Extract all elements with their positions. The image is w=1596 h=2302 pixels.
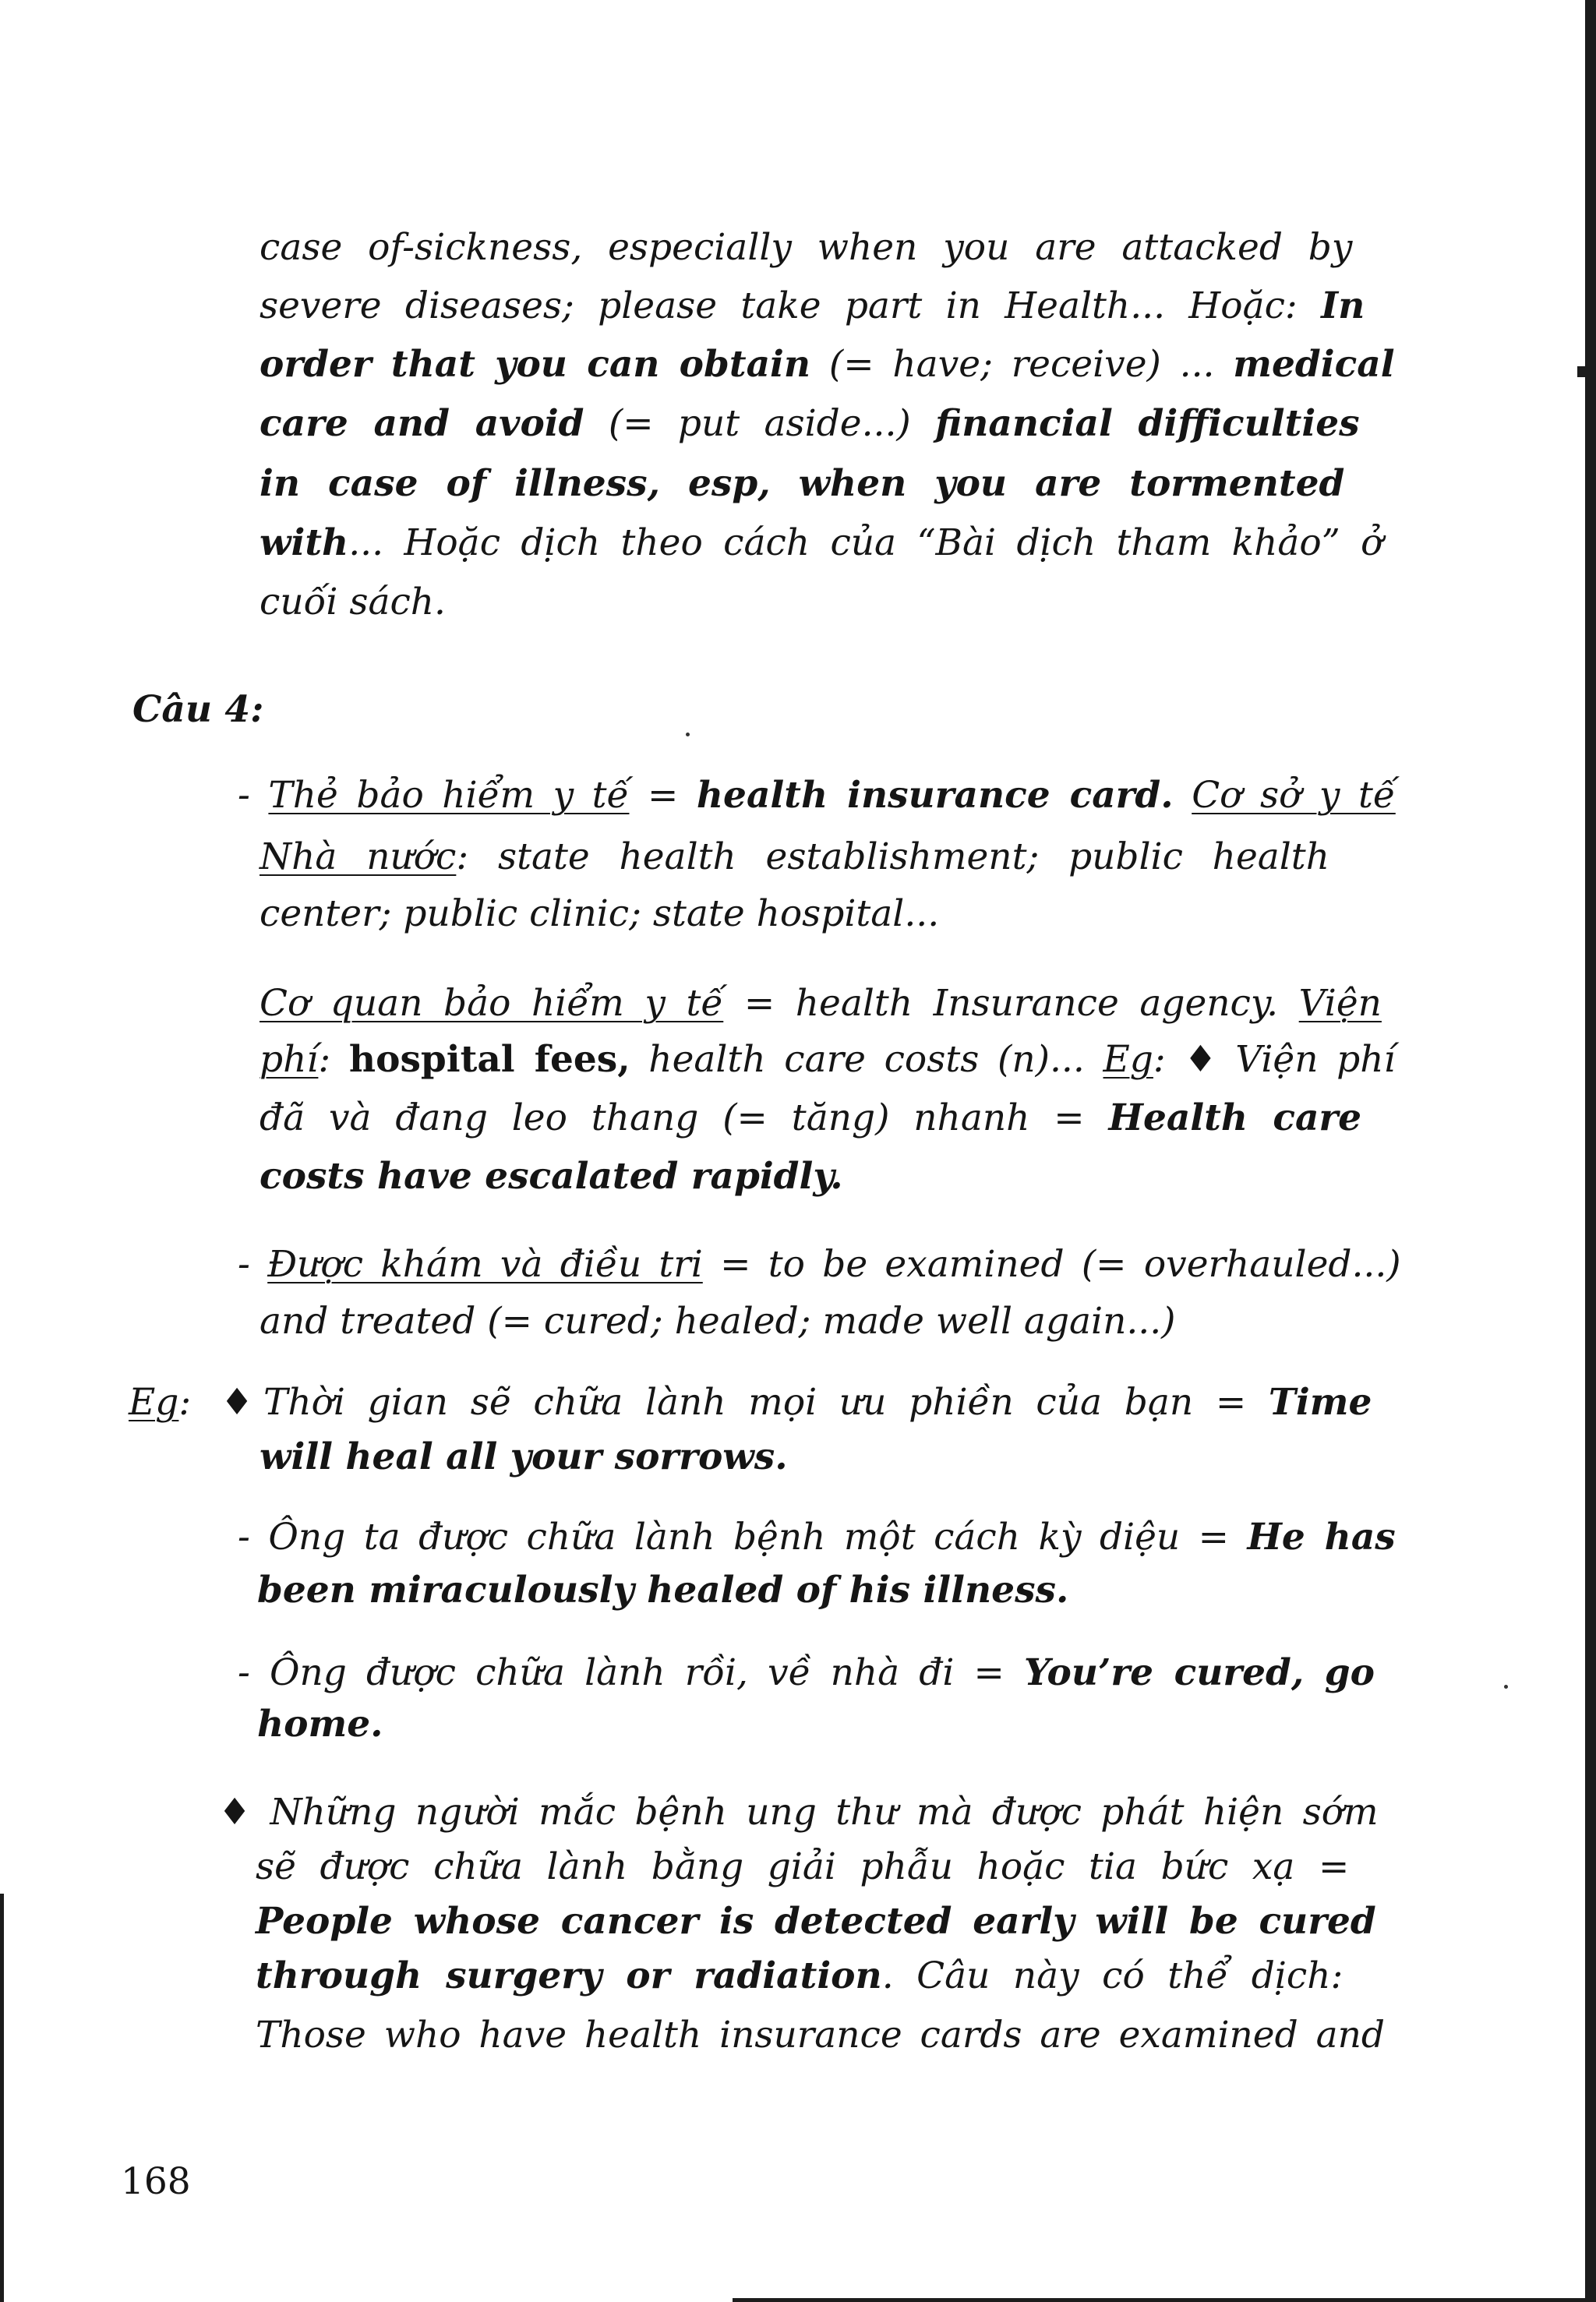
example4-line-1	[218, 1783, 1379, 1841]
example1-line-1-text: Thời gian sẽ chữa lành mọi ưu phiền của bạn =	[263, 1381, 1269, 1424]
para1-line-3-bold-end: medical	[1233, 343, 1395, 386]
example4-line-2-text: sẽ được chữa lành bằng giải phẫu hoặc tia bức xạ =	[256, 1845, 1350, 1888]
para1-line-3	[260, 335, 1395, 394]
para3-line-1-text: = health Insurance agency.	[723, 982, 1299, 1025]
para2-line-1-bold: health insurance card.	[696, 774, 1174, 817]
term-hospital-fees-2: phí	[260, 1038, 319, 1081]
example2-dash: -	[238, 1516, 269, 1559]
para1-line-4-bold-end: financial difficulties	[935, 402, 1360, 445]
example4-line-5-text: Those who have health insurance cards are examined and	[256, 2014, 1385, 2057]
para3-line-3-bold: Health care	[1108, 1096, 1362, 1139]
example4-line-3-text: People whose cancer is detected early will be cured	[256, 1900, 1376, 1943]
scan-edge-left	[0, 1894, 4, 2302]
example3-line-1	[238, 1644, 1375, 1702]
example4-line-4-bold: through surgery or radiation	[256, 1954, 882, 1997]
para3-line-1	[260, 974, 1382, 1033]
example3-line-1-bold: You’re cured, go	[1024, 1651, 1375, 1694]
example2-line-2-text: been miraculously healed of his illness.	[257, 1569, 1069, 1612]
term-examined-treated: Được khám và điều tri	[267, 1243, 703, 1286]
example2-line-1-bold: He has	[1247, 1516, 1396, 1559]
para1-line-7-text: cuối sách.	[260, 581, 446, 623]
example3-line-2-text: home.	[257, 1703, 383, 1746]
para3-line-3-text: đã và đang leo thang (= tăng) nhanh =	[260, 1096, 1109, 1139]
para3-line-4-text: costs have escalated rapidly.	[260, 1155, 843, 1198]
para1-line-5	[260, 454, 1344, 513]
example2-line-1-text: Ông ta được chữa lành bệnh một cách kỳ diệu =	[268, 1516, 1248, 1559]
para1-line-2	[260, 277, 1365, 335]
para2-line-3	[260, 884, 939, 943]
example-label	[129, 1373, 191, 1432]
scan-speck	[1504, 1685, 1508, 1689]
example1-line-2-text: will heal all your sorrows.	[260, 1435, 788, 1478]
para3-line-2-text: health care costs (n)...	[630, 1038, 1103, 1081]
example4-line-3	[256, 1892, 1376, 1951]
para1-line-4-text: (= put aside...)	[584, 402, 936, 445]
para1-line-5-text: in case of illness, esp, when you are tormented	[260, 462, 1345, 505]
para4-line-2-text: and treated (= cured; healed; made well again...)	[260, 1300, 1176, 1343]
example3-line-2	[257, 1695, 383, 1753]
para2-line-1	[238, 766, 1396, 824]
example4-line-4-text: . Câu này có thể dịch:	[881, 1954, 1344, 1997]
term-state: Nhà nước	[260, 835, 457, 878]
example1-line-1	[263, 1373, 1372, 1432]
example4-line-2	[256, 1838, 1349, 1896]
term-health-insurance-agency: Cơ quan bảo hiểm y tế	[260, 982, 724, 1025]
para1-line-3-text: (= have; receive) ...	[810, 343, 1234, 386]
para1-line-2-bold: In	[1321, 284, 1365, 327]
example1-line-2	[260, 1428, 788, 1486]
para3-eg-label: Eg	[1103, 1038, 1153, 1081]
para1-line-6-text: ... Hoặc dịch theo cách của “Bài dịch tham khảo” ở	[348, 521, 1383, 564]
page-number: 168	[121, 2160, 191, 2203]
question-heading: Câu 4:	[132, 688, 264, 731]
example2-line-1	[238, 1508, 1396, 1566]
term-health-insurance-card: Thẻ bảo hiểm y tế	[268, 774, 630, 817]
para1-line-2-text: severe diseases; please take part in Health... Hoặc:	[260, 284, 1322, 327]
para1-line-3-bold: order that you can obtain	[260, 343, 811, 386]
example3-line-1-text: Ông được chữa lành rồi, về nhà đi =	[270, 1651, 1025, 1694]
para3-hospital-fees: hospital fees,	[348, 1038, 630, 1081]
para2-dash: -	[238, 774, 269, 817]
eg-colon: :	[178, 1381, 192, 1424]
para3-line-4	[260, 1147, 843, 1206]
example4-line-4	[256, 1947, 1343, 2005]
para3-line-3	[260, 1089, 1361, 1147]
para1-line-7	[260, 573, 446, 631]
para1-line-1	[260, 218, 1352, 277]
example3-dash: -	[238, 1651, 270, 1694]
para2-equals: =	[629, 774, 697, 817]
example4-line-1-text: Những người mắc bệnh ung thư mà được phát hiện sớm	[270, 1791, 1379, 1834]
para2-line-3-text: center; public clinic; state hospital...	[260, 892, 940, 935]
example1-bullet: ♦	[221, 1381, 254, 1424]
example4-bullet: ♦	[218, 1791, 270, 1834]
para1-line-4	[260, 394, 1360, 453]
para4-dash: -	[238, 1243, 268, 1286]
para2-line-2-text: : state health establishment; public health	[456, 835, 1329, 878]
para2-line-2	[260, 828, 1329, 886]
eg-label: Eg	[129, 1381, 179, 1424]
para3-line-2-end: : ♦ Viện phí	[1153, 1038, 1396, 1081]
para3-line-2	[260, 1030, 1396, 1089]
scan-edge-right	[1585, 0, 1596, 2302]
term-state-health-establishment: Cơ sở y tế	[1192, 774, 1396, 817]
para1-line-1-text: case of-sickness, especially when you are attacked by	[260, 226, 1353, 269]
para2-space	[1174, 774, 1192, 817]
para1-line-4-bold: care and avoid	[260, 402, 584, 445]
para4-line-2	[260, 1292, 1176, 1350]
scan-speck	[686, 733, 690, 736]
term-hospital-fees-1: Viện	[1298, 982, 1382, 1025]
example4-line-5	[256, 2006, 1385, 2064]
para1-line-6-bold: with	[260, 521, 349, 564]
para3-colon: :	[318, 1038, 349, 1081]
example2-line-2	[257, 1561, 1068, 1619]
example1-line-1-bold: Time	[1268, 1381, 1372, 1424]
scan-edge-bottom	[733, 2298, 1596, 2302]
para4-line-1-text: = to be examined (= overhauled...)	[702, 1243, 1401, 1286]
para4-line-1	[238, 1235, 1401, 1294]
para1-line-6	[260, 514, 1382, 572]
scan-edge-notch	[1577, 366, 1585, 377]
